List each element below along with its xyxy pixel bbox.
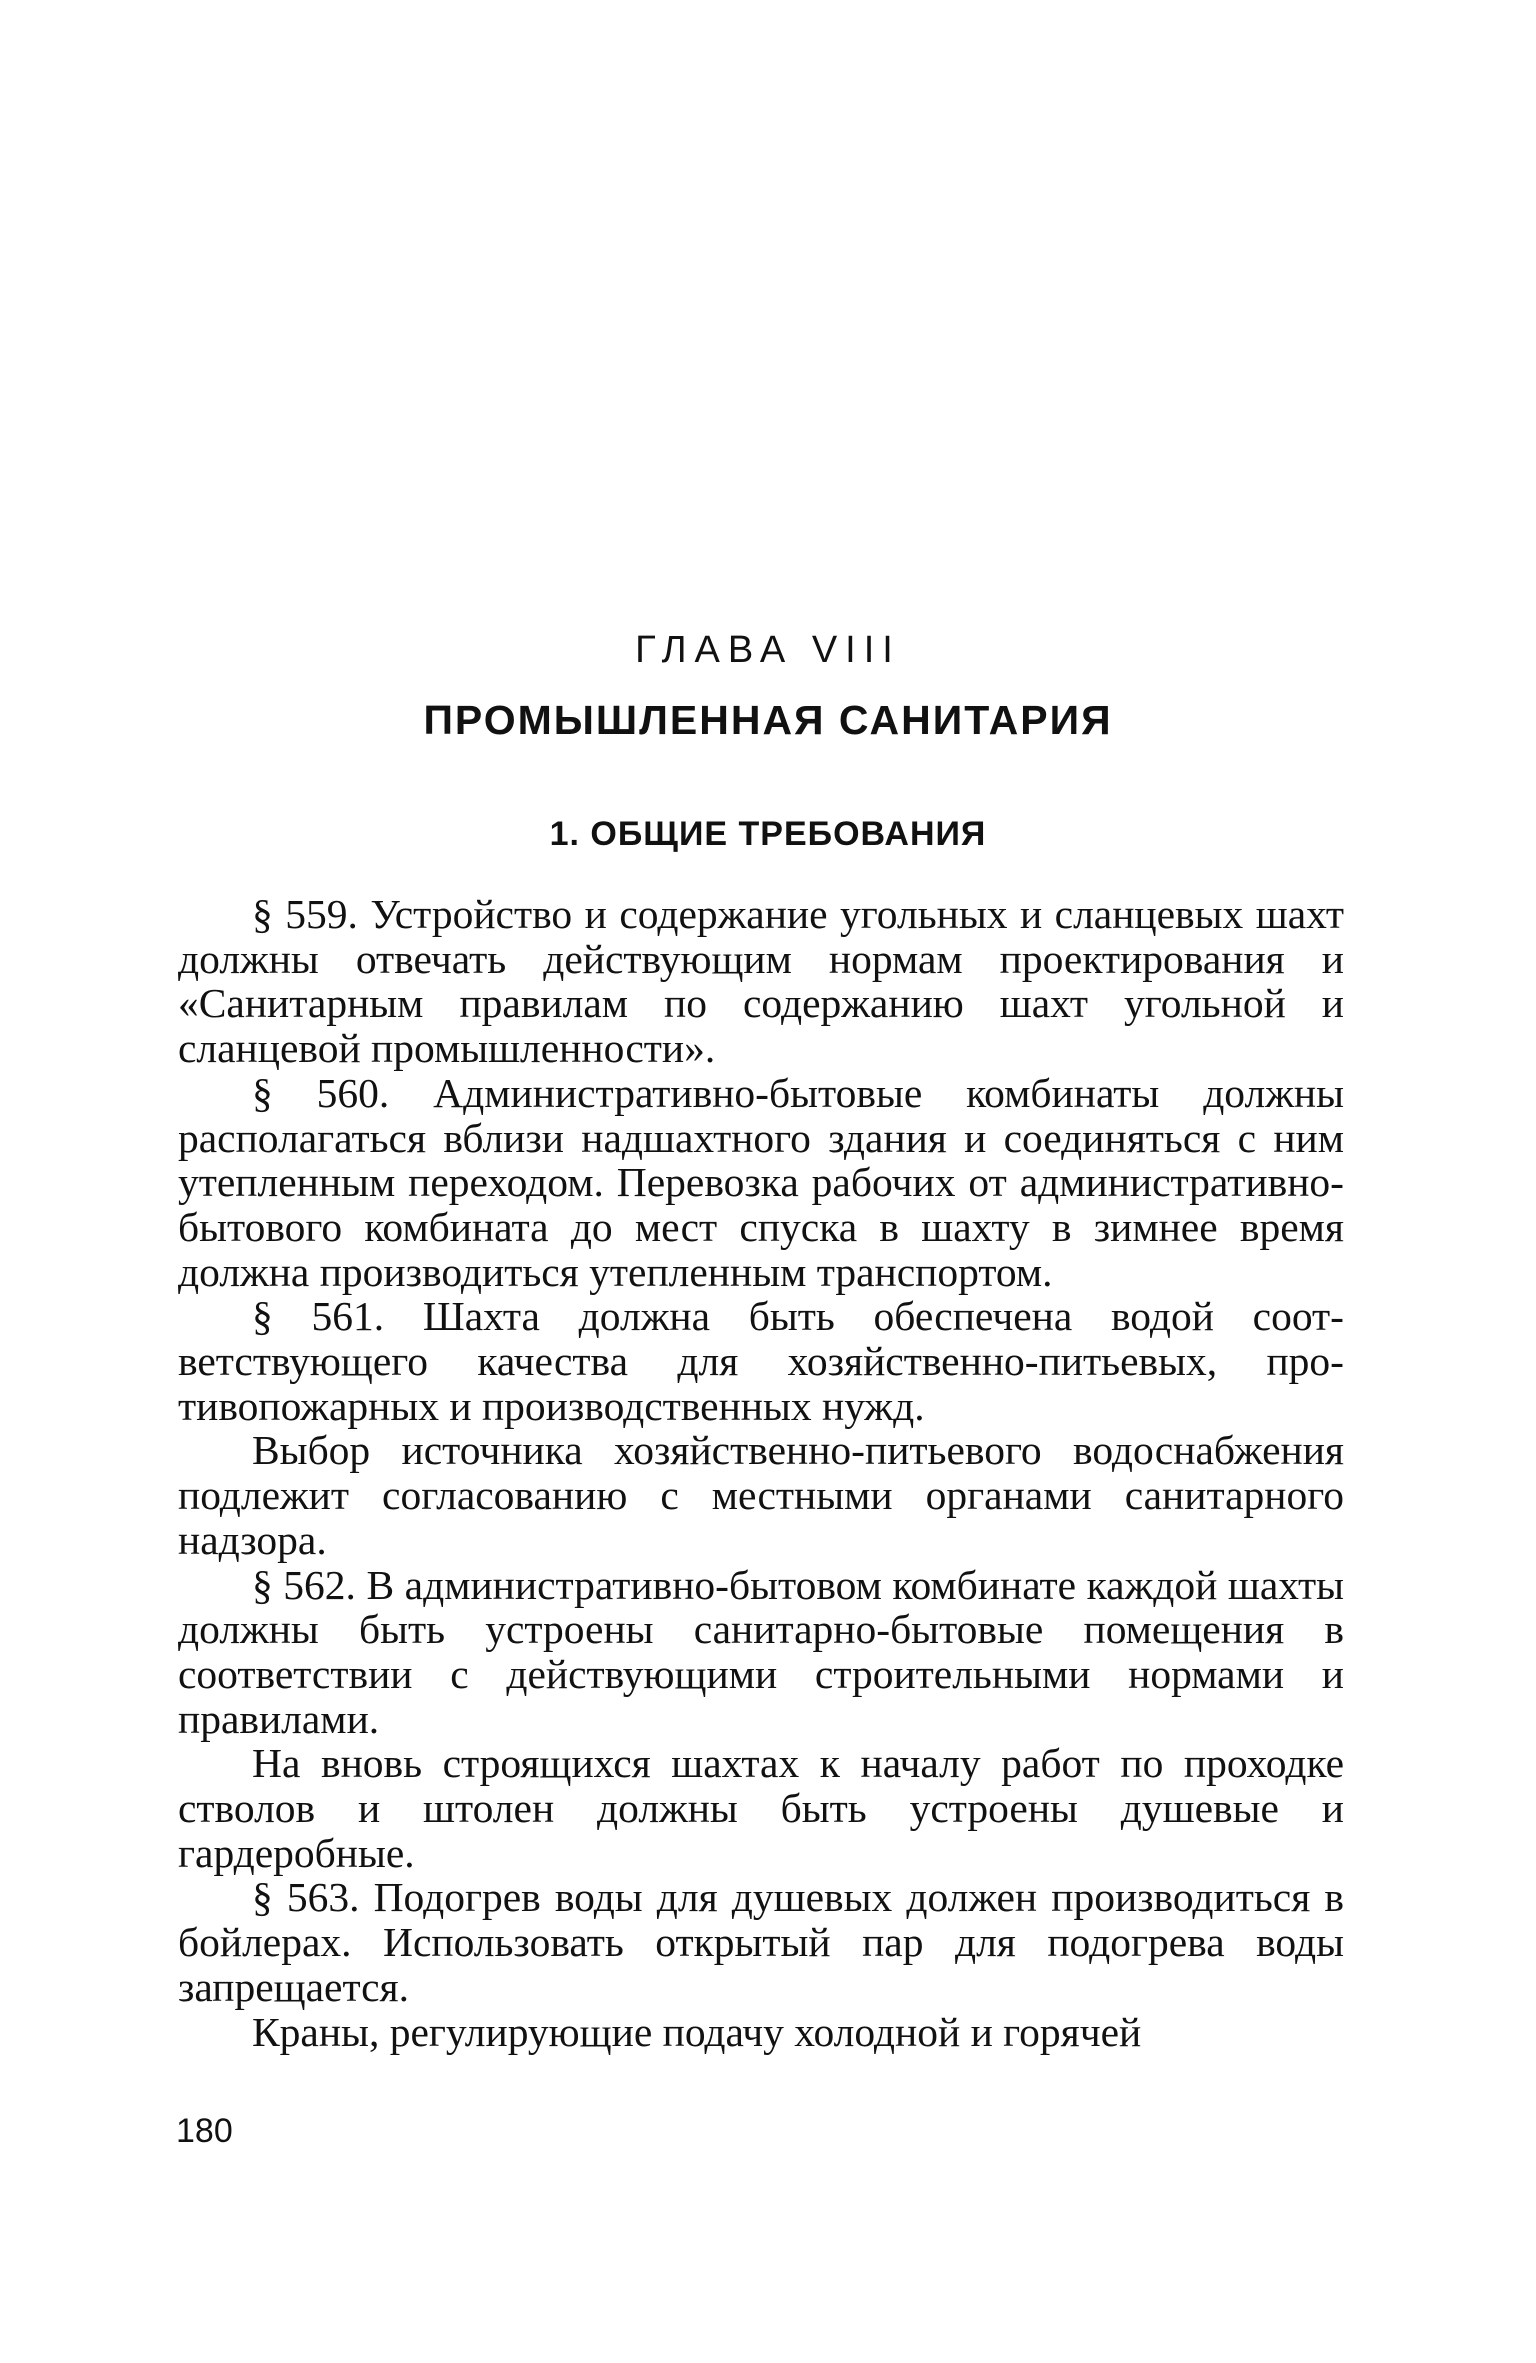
section-title: 1. ОБЩИЕ ТРЕБОВАНИЯ <box>549 815 987 853</box>
body-text <box>178 892 1344 2054</box>
chapter-title: ПРОМЫШЛЕННАЯ САНИТАРИЯ <box>423 697 1113 743</box>
paragraph-560: § 560. Административно-бытовые комбинаты должны располагаться вблизи надшахтного здания и соединяться с ним утепленным переходом. Перевозка рабочих от административно-бытового комбината до мест спуска в шахту в зимнее время должна производиться утепленным транспортом. <box>178 1069 1344 1295</box>
paragraph-563: § 563. Подогрев воды для душевых должен производиться в бойлерах. Использовать открытый пар для подогрева воды запрещается. <box>178 1874 1344 2010</box>
paragraph-561: § 561. Шахта должна быть обеспечена водой соответствующего качества для хозяйственно-питьевых, противопожарных и производственных нужд. <box>178 1293 1344 1429</box>
paragraph-562-new-shafts: На вновь строящихся шахтах к началу работ по проходке стволов и штолен должны быть устроены душевые и гардеробные. <box>178 1740 1344 1876</box>
page-number: 180 <box>176 2112 233 2150</box>
paragraph-561-water-source: Выбор источника хозяйственно-питьевого водоснабжения подлежит согласованию с местными органами санитарного надзора. <box>178 1427 1344 1563</box>
chapter-label: ГЛАВА VIII <box>635 629 901 671</box>
paragraph-563-taps: Краны, регулирующие подачу холодной и горячей <box>252 2008 1142 2055</box>
paragraph-562: § 562. В административно-бытовом комбинате каждой шахты должны быть устроены санитарно-бытовые помещения в соответствии с действующими строительными нормами и правилами. <box>178 1561 1344 1742</box>
paragraph-559: § 559. Устройство и содержание угольных и сланцевых шахт должны отвечать действующим нормам проектирования и «Санитарным правилам по содержанию шахт угольной и сланцевой промышленности». <box>178 891 1344 1072</box>
